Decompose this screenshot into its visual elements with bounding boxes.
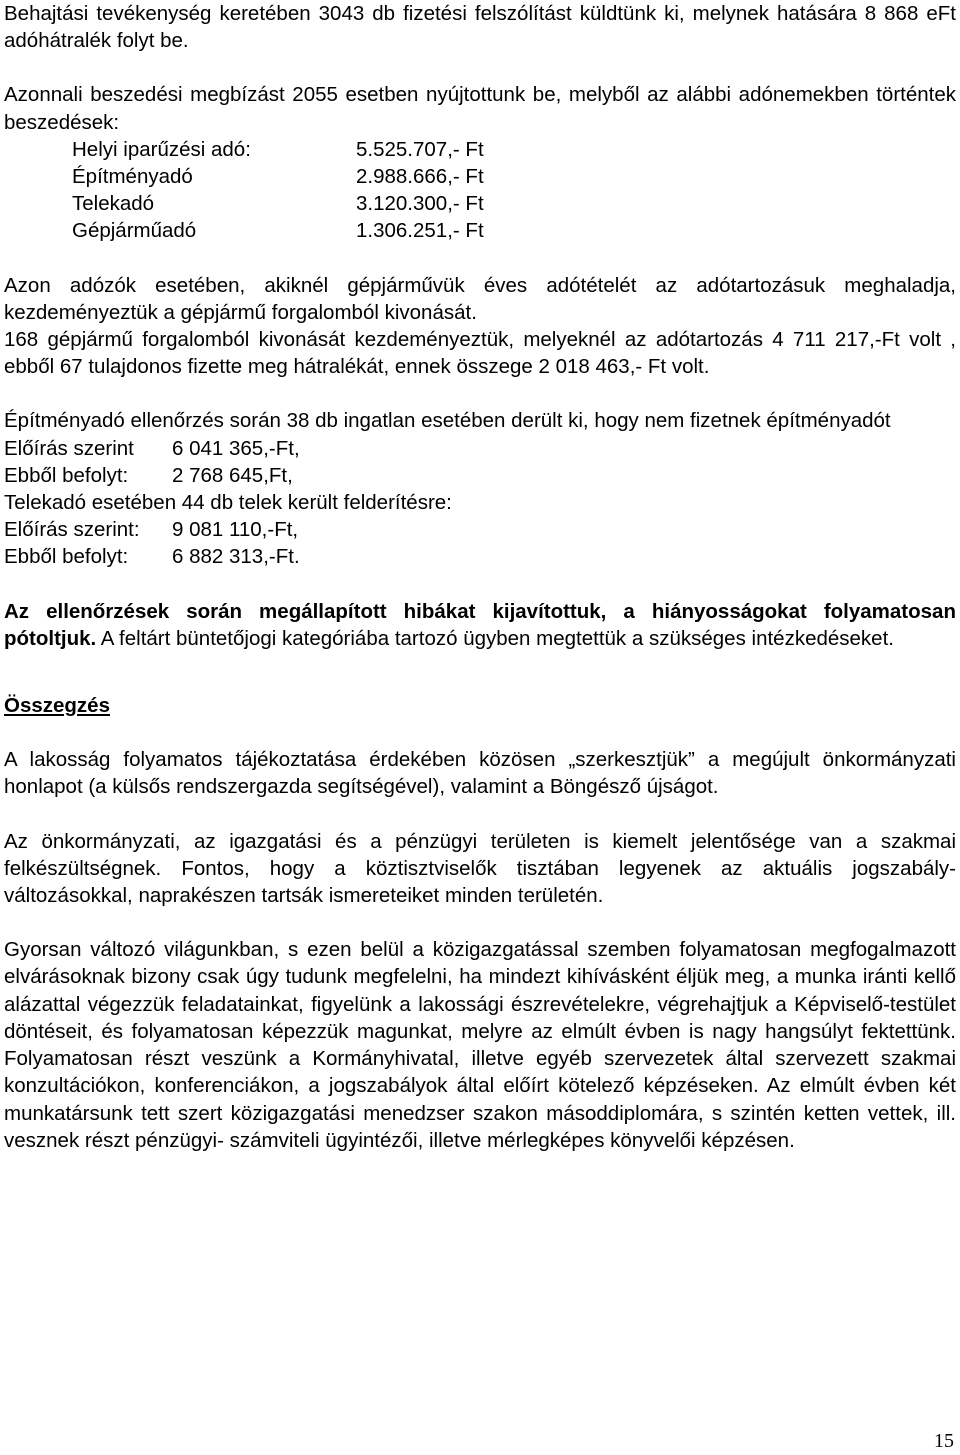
collection-row — [72, 190, 956, 217]
building-assessed-row — [4, 435, 956, 462]
land-assessed-amount: 9 081 110,-Ft, — [172, 518, 299, 542]
collection-amount: 2.988.666,- Ft — [356, 165, 484, 189]
land-collected-row — [4, 543, 956, 570]
paragraph-building-tax-audit: Építményadó ellenőrzés során 38 db ingatlan esetében derült ki, hogy nem fizetnek építményadót — [4, 409, 891, 433]
paragraph-training: Az önkormányzati, az igazgatási és a pénzügyi területen is kiemelt jelentősége van a szakmai felkészültségnek. Fontos, hogy a köztisztviselők tisztában legyenek az aktuális jogszabály- változásokkal, naprakészen tartsák ismereteiket minden területén. — [4, 829, 956, 908]
building-collected-amount: 2 768 645,Ft, — [172, 463, 293, 487]
audit-results-rest: A feltárt büntetőjogi kategóriába tartozó ügyben megtettük a szükséges intézkedéseket. — [96, 626, 894, 650]
building-collected-label: Ebből befolyt: — [4, 463, 129, 487]
page-number: 15 — [934, 1430, 954, 1452]
land-assessed-row — [4, 516, 956, 543]
building-collected-row — [4, 462, 956, 489]
paragraph-direct-debit: Azonnali beszedési megbízást 2055 esetben nyújtottunk be, melyből az alábbi adónemekben történtek beszedések: — [4, 83, 956, 134]
paragraph-enforcement: Behajtási tevékenység keretében 3043 db fizetési felszólítást küldtünk ki, melynek hatására 8 868 eFt adóhátralék folyt be. — [4, 2, 956, 53]
land-assessed-label: Előírás szerint: — [4, 518, 140, 542]
collection-row — [72, 217, 956, 244]
paragraph-land-tax: Telekadó esetében 44 db telek került felderítésre: — [4, 491, 452, 515]
paragraph-audit-results — [4, 598, 956, 652]
collection-amount: 5.525.707,- Ft — [356, 137, 484, 161]
paragraph-development: Gyorsan változó világunkban, s ezen belül a közigazgatással szemben folyamatosan megfogalmazott elvárásoknak bizony csak úgy tudunk megfelelni, ha mindezt kihívásként éljük meg, a munka iránti kellő alázattal végezzük feladatainkat, figyelünk a lakossági észrevételekre, végrehajtjuk a Képviselő-testület döntéseit, és folyamatosan képezzük magunkat, melyre az elmúlt évben is nagy hangsúlyt fektettünk. Folyamatosan részt veszünk a Kormányhivatal, illetve egyéb szervezetek által szervezett szakmai konzultációkon, konferenciákon, a jogszabályok által előírt kötelező képzéseken. Az elmúlt évben két munkatársunk tett szert közigazgatási menedzser szakon másoddiplomára, s szintén ketten vettek, ill. vesznek részt pénzügyi- számviteli ügyintézői, illetve mérlegképes könyvelői képzésen. — [4, 938, 956, 1152]
audit-results-bold: Az ellenőrzések során megállapított hibákat kijavítottuk, a hiányosságokat folyamatosan pótoltjuk. — [4, 599, 956, 650]
paragraph-vehicle-count: 168 gépjármű forgalomból kivonását kezdeményeztük, melyeknél az adótartozás 4 711 217,-Ft volt , ebből 67 tulajdonos fizette meg hátralékát, ennek összege 2 018 463,- Ft volt. — [4, 328, 956, 379]
collection-amount: 3.120.300,- Ft — [356, 192, 484, 216]
collection-label: Gépjárműadó — [72, 219, 197, 243]
collection-label: Építményadó — [72, 165, 193, 189]
collections-list — [4, 136, 956, 245]
document-page — [4, 0, 956, 1154]
section-heading-summary: Összegzés — [4, 694, 110, 718]
land-collected-label: Ebből befolyt: — [4, 545, 129, 569]
collection-row — [72, 163, 956, 190]
collection-amount: 1.306.251,- Ft — [356, 219, 484, 243]
collection-label: Helyi iparűzési adó: — [72, 137, 251, 161]
paragraph-website: A lakosság folyamatos tájékoztatása érdekében közösen „szerkesztjük” a megújult önkormányzati honlapot (a külsős rendszergazda segítségével), valamint a Böngésző újságot. — [4, 748, 956, 799]
collection-label: Telekadó — [72, 192, 155, 216]
collection-row — [72, 136, 956, 163]
building-assessed-amount: 6 041 365,-Ft, — [172, 436, 300, 460]
building-assessed-label: Előírás szerint — [4, 436, 134, 460]
land-collected-amount: 6 882 313,-Ft. — [172, 545, 300, 569]
paragraph-vehicle-withdrawal: Azon adózók esetében, akiknél gépjárművük éves adótételét az adótartozásuk meghaladja, kezdeményeztük a gépjármű forgalomból kivonását. — [4, 273, 956, 324]
